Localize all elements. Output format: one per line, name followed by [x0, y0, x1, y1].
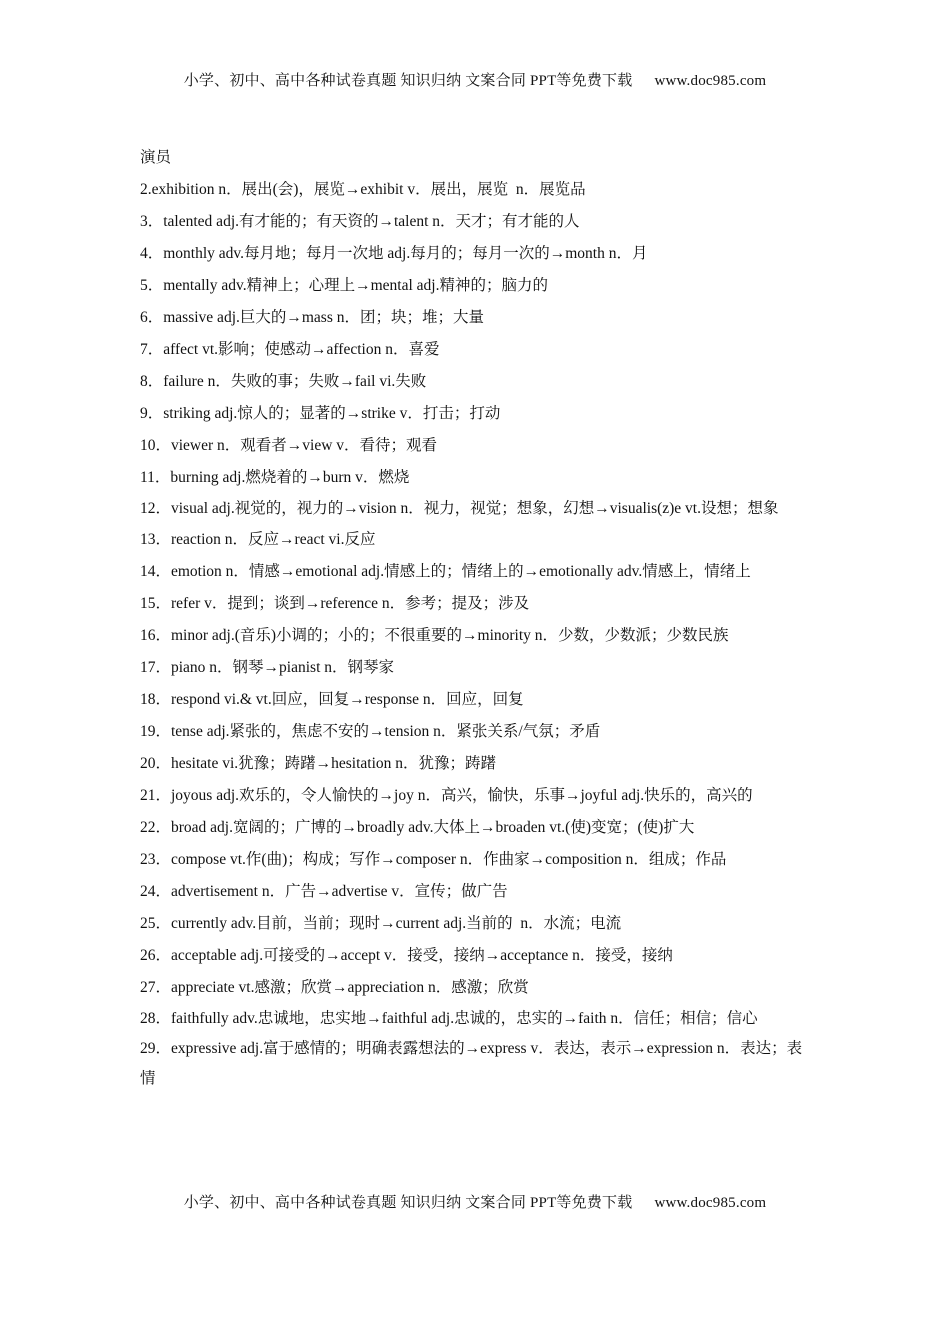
- list-item: 26．acceptable adj.可接受的→accept v．接受，接纳→acceptance n．接受，接纳: [140, 947, 673, 964]
- list-item: 15．refer v．提到；谈到→reference n．参考；提及；涉及: [140, 595, 530, 612]
- list-item: 11．burning adj.燃烧着的→burn v．燃烧: [140, 469, 410, 486]
- list-item: 10．viewer n．观看者→view v．看待；观看: [140, 437, 438, 454]
- footer-text: 小学、初中、高中各种试卷真题 知识归纳 文案合同 PPT等免费下载: [183, 1195, 633, 1211]
- page-footer: [0, 1191, 950, 1212]
- list-item: 19．tense adj.紧张的，焦虑不安的→tension n．紧张关系/气氛；矛盾: [140, 723, 601, 740]
- list-item: 5．mentally adv.精神上；心理上→mental adj.精神的；脑力的: [140, 277, 548, 294]
- list-item: 13．reaction n．反应→react vi.反应: [140, 531, 376, 548]
- list-item: 25．currently adv.目前，当前；现时→current adj.当前的 n．水流；电流: [140, 915, 622, 932]
- list-item: 7．affect vt.影响；使感动→affection n．喜爱: [140, 341, 440, 358]
- list-item: 12．visual adj.视觉的，视力的→vision n．视力，视觉；想象，幻想→visualis(z)e vt.设想；想象: [140, 500, 779, 517]
- list-item: 16．minor adj.(音乐)小调的；小的；不很重要的→minority n．少数，少数派；少数民族: [140, 627, 729, 644]
- list-item: 17．piano n．钢琴→pianist n．钢琴家: [140, 659, 395, 676]
- page-header: [0, 69, 950, 90]
- list-item: 2.exhibition n．展出(会)，展览→exhibit v．展出，展览 n．展览品: [140, 181, 586, 198]
- list-item: 21．joyous adj.欢乐的，令人愉快的→joy n．高兴，愉快，乐事→joyful adj.快乐的，高兴的: [140, 787, 753, 804]
- list-item: 27．appreciate vt.感激；欣赏→appreciation n．感激；欣赏: [140, 979, 529, 996]
- list-item: 24．advertisement n．广告→advertise v．宣传；做广告: [140, 883, 508, 900]
- list-item: 8．failure n．失败的事；失败→fail vi.失败: [140, 373, 427, 390]
- list-item: 28．faithfully adv.忠诚地，忠实地→faithful adj.忠诚的，忠实的→faith n．信任；相信；信心: [140, 1010, 758, 1027]
- header-url: www.doc985.com: [654, 73, 767, 89]
- list-item: 23．compose vt.作(曲)；构成；写作→composer n．作曲家→composition n．组成；作品: [140, 851, 727, 868]
- list-item: 9．striking adj.惊人的；显著的→strike v．打击；打动: [140, 405, 501, 422]
- vocabulary-list: [140, 142, 812, 1094]
- list-item: 29．expressive adj.富于感情的；明确表露想法的→express v．表达，表示→expression n．表达；表情: [140, 1040, 803, 1087]
- list-item: 6．massive adj.巨大的→mass n．团；块；堆；大量: [140, 309, 484, 326]
- list-item: 3．talented adj.有才能的；有天资的→talent n．天才；有才能的人: [140, 213, 580, 230]
- header-text: 小学、初中、高中各种试卷真题 知识归纳 文案合同 PPT等免费下载: [183, 73, 633, 89]
- footer-url: www.doc985.com: [654, 1195, 767, 1211]
- list-item: 18．respond vi.& vt.回应，回复→response n．回应，回复: [140, 691, 524, 708]
- list-item: 20．hesitate vi.犹豫；踌躇→hesitation n．犹豫；踌躇: [140, 755, 497, 772]
- list-item: 4．monthly adv.每月地；每月一次地 adj.每月的；每月一次的→month n．月: [140, 245, 648, 262]
- list-item: 演员: [140, 149, 172, 166]
- list-item: 22．broad adj.宽阔的；广博的→broadly adv.大体上→broaden vt.(使)变宽；(使)扩大: [140, 819, 695, 836]
- list-item: 14．emotion n．情感→emotional adj.情感上的；情绪上的→emotionally adv.情感上，情绪上: [140, 563, 751, 580]
